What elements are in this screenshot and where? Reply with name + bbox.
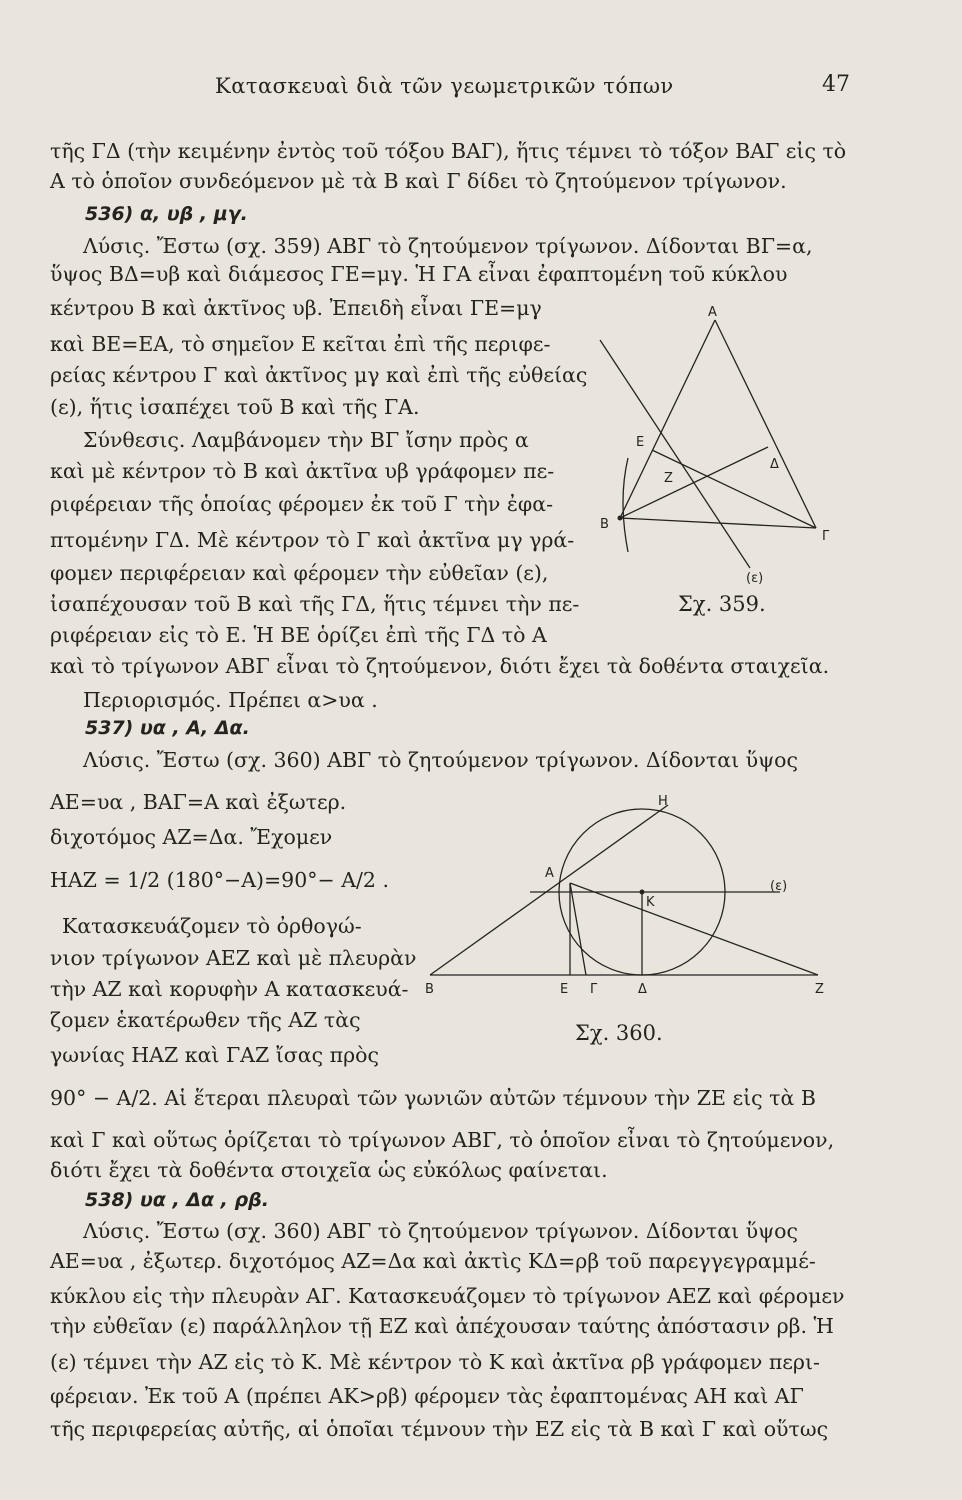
fig359-line-GA bbox=[715, 320, 816, 528]
fig360-label-B: B bbox=[425, 982, 434, 995]
text-line: καὶ ΒΕ=ΕΑ, τὸ σημεῖον Ε κεῖται ἐπὶ τῆς περιφε- bbox=[50, 332, 551, 356]
text-line: ΑΕ=υα , ἐξωτερ. διχοτόμος ΑΖ=Δα καὶ ἀκτὶς ΚΔ=ρβ τοῦ παρεγγεγραμμέ- bbox=[50, 1249, 816, 1273]
text-line: Λύσις. Ἔστω (σχ. 360) ΑΒΓ τὸ ζητούμενον τρίγωνον. Δίδονται ὕψος bbox=[83, 1219, 798, 1243]
text-line: φέρειαν. Ἐκ τοῦ Α (πρέπει ΑΚ>ρβ) φέρομεν τὰς ἐφαπτομένας ΑΗ καὶ ΑΓ bbox=[50, 1384, 804, 1408]
text-line: ὕψος ΒΔ=υβ καὶ διάμεσος ΓΕ=μγ. Ἡ ΓΑ εἶναι ἐφαπτομένη τοῦ κύκλου bbox=[50, 262, 788, 286]
fig360-point-K bbox=[640, 890, 645, 895]
text-line: φομεν περιφέρειαν καὶ φέρομεν τὴν εὐθεῖαν (ε), bbox=[50, 561, 549, 585]
problem-538-heading: 538) υα , Δα , ρβ. bbox=[85, 1189, 269, 1211]
fig359-line-eps bbox=[600, 340, 750, 568]
text-line: καὶ μὲ κέντρον τὸ Β καὶ ἀκτῖνα υβ γράφομεν πε- bbox=[50, 459, 555, 483]
text-line: Λύσις. Ἔστω (σχ. 359) ΑΒΓ τὸ ζητούμενον τρίγωνον. Δίδονται ΒΓ=α, bbox=[83, 234, 813, 258]
text-line: ρείας κέντρου Γ καὶ ἀκτῖνος μγ καὶ ἐπὶ τῆς εὐθείας bbox=[50, 363, 588, 387]
text-line: τῆς ΓΔ (τὴν κειμένην ἐντὸς τοῦ τόξου ΒΑΓ), ἥτις τέμνει τὸ τόξον ΒΑΓ εἰς τὸ bbox=[50, 139, 847, 163]
fig360-label-K: K bbox=[646, 895, 655, 910]
fig359-label-E: E bbox=[636, 435, 645, 450]
fig360-line-AH bbox=[430, 805, 668, 975]
fig360-label-Z: Z bbox=[815, 982, 824, 995]
text-line: ριφέρειαν εἰς τὸ Ε. Ἡ ΒΕ ὁρίζει ἐπὶ τῆς ΓΔ τὸ Α bbox=[50, 623, 547, 647]
text-line: τὴν εὐθεῖαν (ε) παράλληλον τῇ ΕΖ καὶ ἀπέχουσαν ταύτης ἀπόστασιν ρβ. Ἡ bbox=[50, 1314, 834, 1338]
problem-537-heading: 537) υα , Α, Δα. bbox=[85, 717, 250, 739]
text-line: τὴν ΑΖ καὶ κορυφὴν Α κατασκευά- bbox=[50, 977, 409, 1001]
fig360-line-AZ bbox=[570, 883, 818, 975]
fig360-line-AG bbox=[570, 883, 586, 975]
text-line: (ε) τέμνει τὴν ΑΖ εἰς τὸ Κ. Μὲ κέντρον τὸ Κ καὶ ἀκτῖνα ρβ γράφομεν περι- bbox=[50, 1350, 820, 1374]
fig359-label-G: Γ bbox=[822, 529, 830, 544]
text-line: νιον τρίγωνον ΑΕΖ καὶ μὲ πλευρὰν bbox=[50, 946, 417, 970]
fig359-label-B: B bbox=[600, 517, 609, 532]
text-line: Περιορισμός. Πρέπει α>υα . bbox=[83, 688, 378, 712]
figure-359-caption: Σχ. 359. bbox=[678, 592, 766, 616]
fig359-label-eps: (ε) bbox=[746, 571, 764, 586]
fig360-label-G: Γ bbox=[590, 982, 598, 995]
text-line: ἰσαπέχουσαν τοῦ Β καὶ τῆς ΓΔ, ἥτις τέμνει τὴν πε- bbox=[50, 592, 580, 616]
text-line: καὶ Γ καὶ οὕτως ὁρίζεται τὸ τρίγωνον ΑΒΓ, τὸ ὁποῖον εἶναι τὸ ζητούμενον, bbox=[50, 1128, 835, 1152]
figure-359-diagram bbox=[590, 300, 840, 600]
text-line: καὶ τὸ τρίγωνον ΑΒΓ εἶναι τὸ ζητούμενον, διότι ἔχει τὰ δοθέντα σταιχεῖα. bbox=[50, 654, 830, 678]
figure-359 bbox=[590, 300, 840, 616]
text-line: κέντρου Β καὶ ἀκτῖνος υβ. Ἐπειδὴ εἶναι ΓΕ=μγ bbox=[50, 296, 542, 320]
text-line: κύκλου εἰς τὴν πλευρὰν ΑΓ. Κατασκευάζομεν τὸ τρίγωνον ΑΕΖ καὶ φέρομεν bbox=[50, 1284, 845, 1308]
text-line: διότι ἔχει τὰ δοθέντα στοιχεῖα ὡς εὐκόλως φαίνεται. bbox=[50, 1158, 608, 1182]
fig360-label-A: A bbox=[545, 866, 554, 881]
fig359-label-Z: Z bbox=[664, 471, 673, 486]
text-line: 90° − Α/2. Αἱ ἕτεραι πλευραὶ τῶν γωνιῶν αὐτῶν τέμνουν τὴν ΖΕ εἰς τὰ Β bbox=[50, 1086, 816, 1110]
text-line: ΑΕ=υα , ΒΑΓ=Α καὶ ἐξωτερ. bbox=[50, 790, 347, 814]
problem-536-heading: 536) α, υβ , μγ. bbox=[85, 203, 248, 225]
fig359-arc bbox=[623, 458, 628, 552]
text-line: Α τὸ ὁποῖον συνδεόμενον μὲ τὰ Β καὶ Γ δίδει τὸ ζητούμενον τρίγωνον. bbox=[50, 169, 787, 193]
text-line: ζομεν ἑκατέρωθεν τῆς ΑΖ τὰς bbox=[50, 1008, 361, 1032]
fig360-label-eps: (ε) bbox=[770, 879, 788, 894]
figure-360-caption: Σχ. 360. bbox=[575, 1021, 663, 1045]
fig360-label-E: E bbox=[560, 982, 569, 995]
fig359-line-AB bbox=[620, 320, 715, 518]
page-header bbox=[0, 72, 962, 102]
running-title: Κατασκευαὶ διὰ τῶν γεωμετρικῶν τόπων bbox=[215, 74, 674, 98]
fig360-label-H: H bbox=[658, 795, 668, 809]
fig359-line-GE bbox=[652, 450, 816, 528]
text-line: ριφέρειαν τῆς ὁποίας φέρομεν ἐκ τοῦ Γ τὴν ἐφα- bbox=[50, 492, 554, 516]
formula-line: ΗΑΖ = 1/2 (180°−Α)=90°− Α/2 . bbox=[50, 868, 389, 892]
text-line: γωνίας ΗΑΖ καὶ ΓΑΖ ἴσας πρὸς bbox=[50, 1043, 379, 1067]
fig359-label-A: A bbox=[708, 305, 717, 320]
text-line: Σύνθεσις. Λαμβάνομεν τὴν ΒΓ ἴσην πρὸς α bbox=[83, 428, 529, 452]
text-line: διχοτόμος ΑΖ=Δα. Ἔχομεν bbox=[50, 825, 333, 849]
text-line: Κατασκευάζομεν τὸ ὀρθογώ- bbox=[62, 914, 362, 938]
page-number: 47 bbox=[822, 72, 850, 97]
text-line: τῆς περιφερείας αὐτῆς, αἱ ὁποῖαι τέμνουν τὴν ΕΖ εἰς τὰ Β καὶ Γ καὶ οὕτως bbox=[50, 1417, 829, 1441]
fig360-label-D: Δ bbox=[638, 982, 647, 995]
text-line: πτομένην ΓΔ. Μὲ κέντρον τὸ Γ καὶ ἀκτῖνα μγ γρά- bbox=[50, 528, 575, 552]
fig359-point-B bbox=[618, 516, 623, 521]
text-line: Λύσις. Ἔστω (σχ. 360) ΑΒΓ τὸ ζητούμενον τρίγωνον. Δίδονται ὕψος bbox=[83, 748, 798, 772]
figure-360 bbox=[400, 795, 840, 1055]
text-line: (ε), ἥτις ἰσαπέχει τοῦ Β καὶ τῆς ΓΑ. bbox=[50, 395, 420, 419]
fig359-label-D: Δ bbox=[770, 457, 779, 472]
figure-360-diagram bbox=[400, 795, 840, 995]
